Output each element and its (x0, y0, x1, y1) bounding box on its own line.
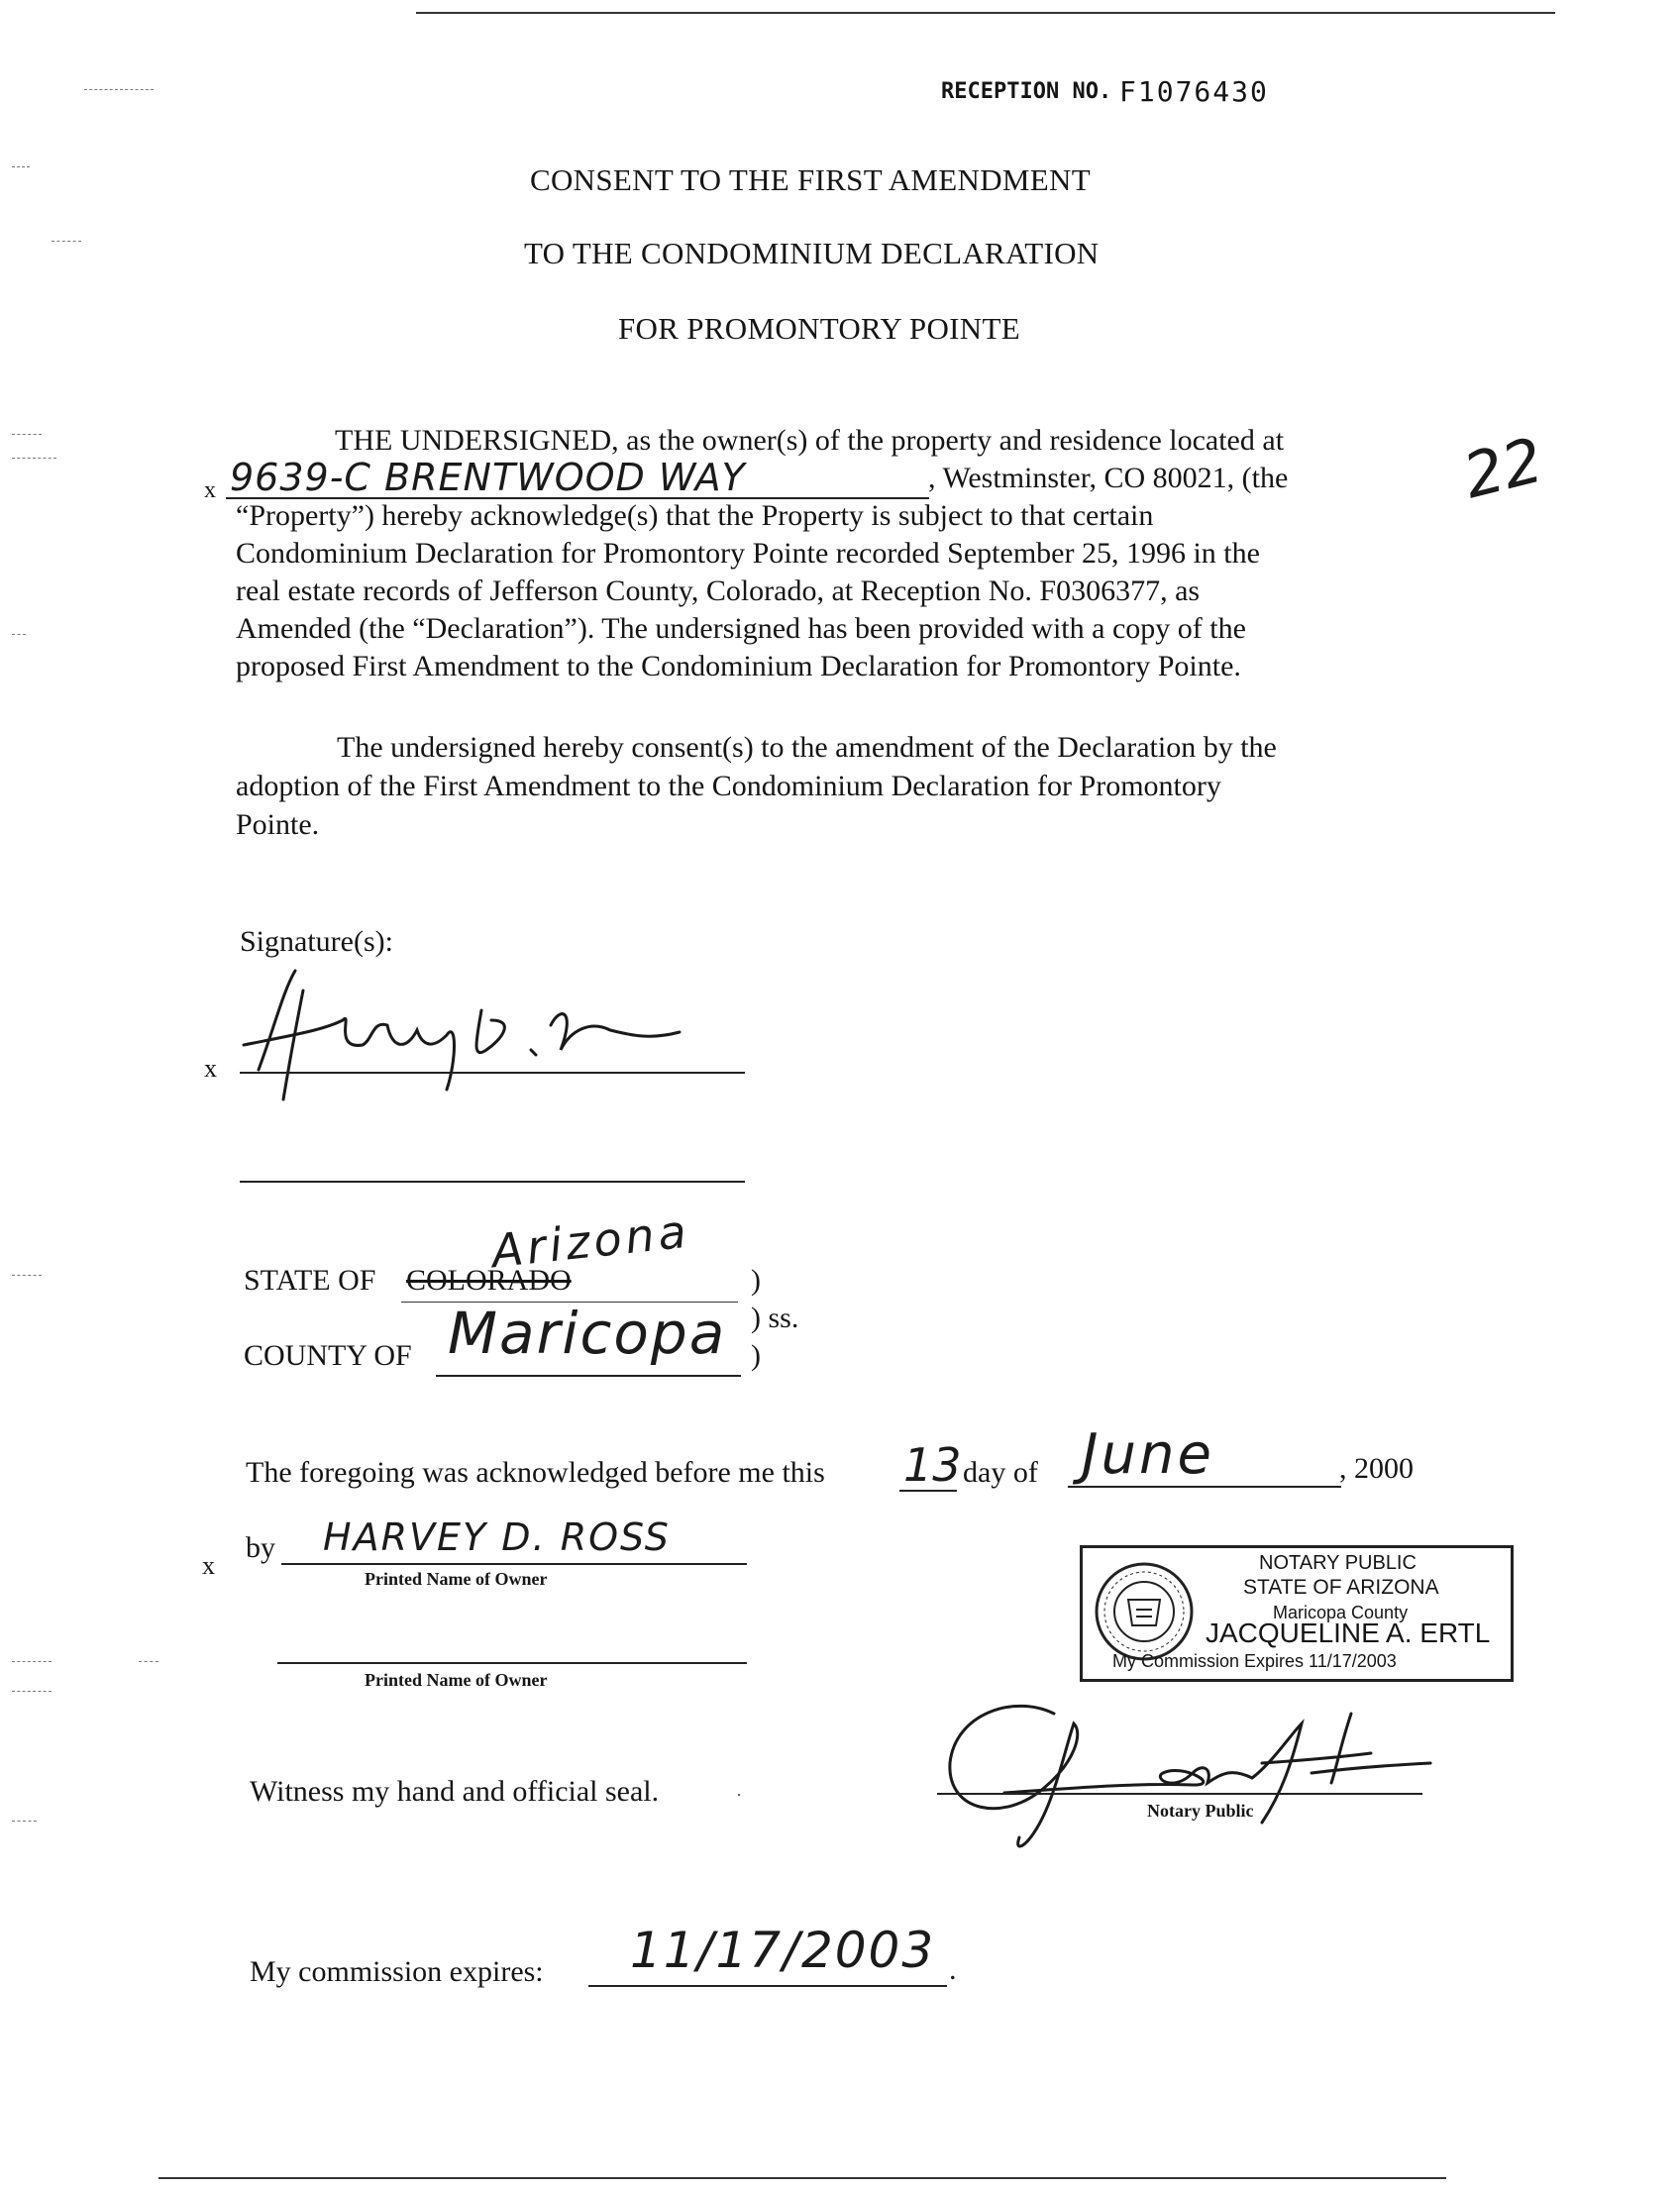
signature-line-1 (240, 1072, 745, 1074)
notary-signature (935, 1674, 1450, 1862)
x-mark: x (204, 477, 216, 503)
margin-mark (12, 1821, 37, 1822)
day-underline (899, 1490, 957, 1492)
margin-mark (139, 1661, 158, 1662)
by-label: by (246, 1531, 275, 1564)
day-handwritten: 13 (903, 1438, 962, 1492)
stamp-line-2: STATE OF ARIZONA (1243, 1576, 1439, 1599)
document-title-line-3: FOR PROMONTORY POINTE (618, 311, 1020, 346)
owner-signature (234, 951, 689, 1109)
printed-name-label-2: Printed Name of Owner (365, 1670, 548, 1690)
county-underline (436, 1375, 741, 1377)
printed-name-handwritten: HARVEY D. ROSS (323, 1515, 671, 1559)
stamp-line-3: Maricopa County (1273, 1603, 1409, 1622)
margin-mark (12, 458, 56, 459)
county-paren: ) (751, 1339, 761, 1372)
stamp-line-1: NOTARY PUBLIC (1259, 1552, 1417, 1574)
document-title-line-1: CONSENT TO THE FIRST AMENDMENT (530, 162, 1091, 197)
handwritten-address: 9639-C BRENTWOOD WAY (230, 456, 746, 499)
acknowledgment-year: , 2000 (1339, 1452, 1414, 1485)
printed-name-underline-2 (277, 1662, 747, 1664)
signatures-label: Signature(s): (240, 925, 393, 958)
notary-seal-icon (1093, 1560, 1196, 1663)
document-title-line-2: TO THE CONDOMINIUM DECLARATION (524, 236, 1100, 270)
month-handwritten: June (1082, 1422, 1214, 1487)
paragraph-1-line-7: proposed First Amendment to the Condominium Declaration for Promontory Pointe. (236, 650, 1241, 682)
margin-mark (12, 166, 30, 167)
acknowledgment-day-of: day of (963, 1456, 1038, 1489)
signature-line-2 (240, 1181, 745, 1183)
state-paren: ) (751, 1264, 761, 1297)
bottom-border-line (158, 2177, 1446, 2179)
margin-mark (12, 1691, 52, 1692)
witness-dot: . (737, 1783, 741, 1800)
paragraph-1-line-3: “Property”) hereby acknowledge(s) that the Property is subject to that certain (236, 499, 1154, 532)
printed-name-underline-1 (281, 1563, 747, 1565)
paragraph-1-line-2-suffix: , Westminster, CO 80021, (the (928, 462, 1289, 494)
notary-signature-line (937, 1793, 1422, 1795)
state-handwritten: Arizona (488, 1203, 693, 1279)
reception-label: RECEPTION NO. (941, 79, 1112, 104)
county-handwritten: Maricopa (448, 1300, 727, 1367)
month-underline (1068, 1486, 1341, 1488)
paragraph-1-line-6: Amended (the “Declaration”). The undersigned has been provided with a copy of the (236, 612, 1246, 645)
reception-number: F1076430 (1119, 75, 1269, 108)
signature-x-mark: x (204, 1054, 217, 1083)
margin-mark (52, 241, 81, 242)
paragraph-1-line-5: real estate records of Jefferson County, Colorado, at Reception No. F0306377, as (236, 574, 1201, 607)
handwritten-page-number: 22 (1456, 423, 1550, 513)
paragraph-2-line-3: Pointe. (236, 808, 320, 841)
printed-name-label-1: Printed Name of Owner (365, 1569, 548, 1589)
margin-mark (12, 634, 26, 635)
notary-public-label: Notary Public (1147, 1801, 1254, 1821)
paragraph-1-line-4: Condominium Declaration for Promontory Pointe recorded September 25, 1996 in the (236, 537, 1260, 570)
witness-text: Witness my hand and official seal. (250, 1775, 660, 1808)
margin-mark (12, 434, 42, 435)
top-border-line (416, 12, 1555, 14)
paragraph-2-line-1: The undersigned hereby consent(s) to the amendment of the Declaration by the (337, 731, 1277, 764)
margin-mark (12, 1661, 52, 1662)
state-label: STATE OF (244, 1264, 376, 1297)
state-struck-text: COLORADO (406, 1264, 572, 1297)
commission-underline (588, 1985, 947, 1987)
commission-handwritten: 11/17/2003 (630, 1922, 936, 1979)
stamp-line-4: JACQUELINE A. ERTL (1206, 1618, 1491, 1648)
paragraph-2-line-2: adoption of the First Amendment to the Condominium Declaration for Promontory (236, 770, 1221, 802)
ss-label: ) ss. (751, 1302, 799, 1334)
paragraph-1-line-1: THE UNDERSIGNED, as the owner(s) of the property and residence located at (335, 424, 1285, 457)
notary-stamp (1080, 1545, 1514, 1682)
county-label: COUNTY OF (244, 1339, 412, 1372)
commission-period: . (949, 1953, 957, 1986)
stamp-line-5: My Commission Expires 11/17/2003 (1112, 1651, 1397, 1671)
commission-label: My commission expires: (250, 1955, 544, 1988)
margin-mark (84, 89, 154, 90)
acknowledgment-prefix: The foregoing was acknowledged before me this (246, 1456, 825, 1489)
margin-mark (12, 1275, 42, 1276)
by-x-mark: x (202, 1551, 215, 1580)
